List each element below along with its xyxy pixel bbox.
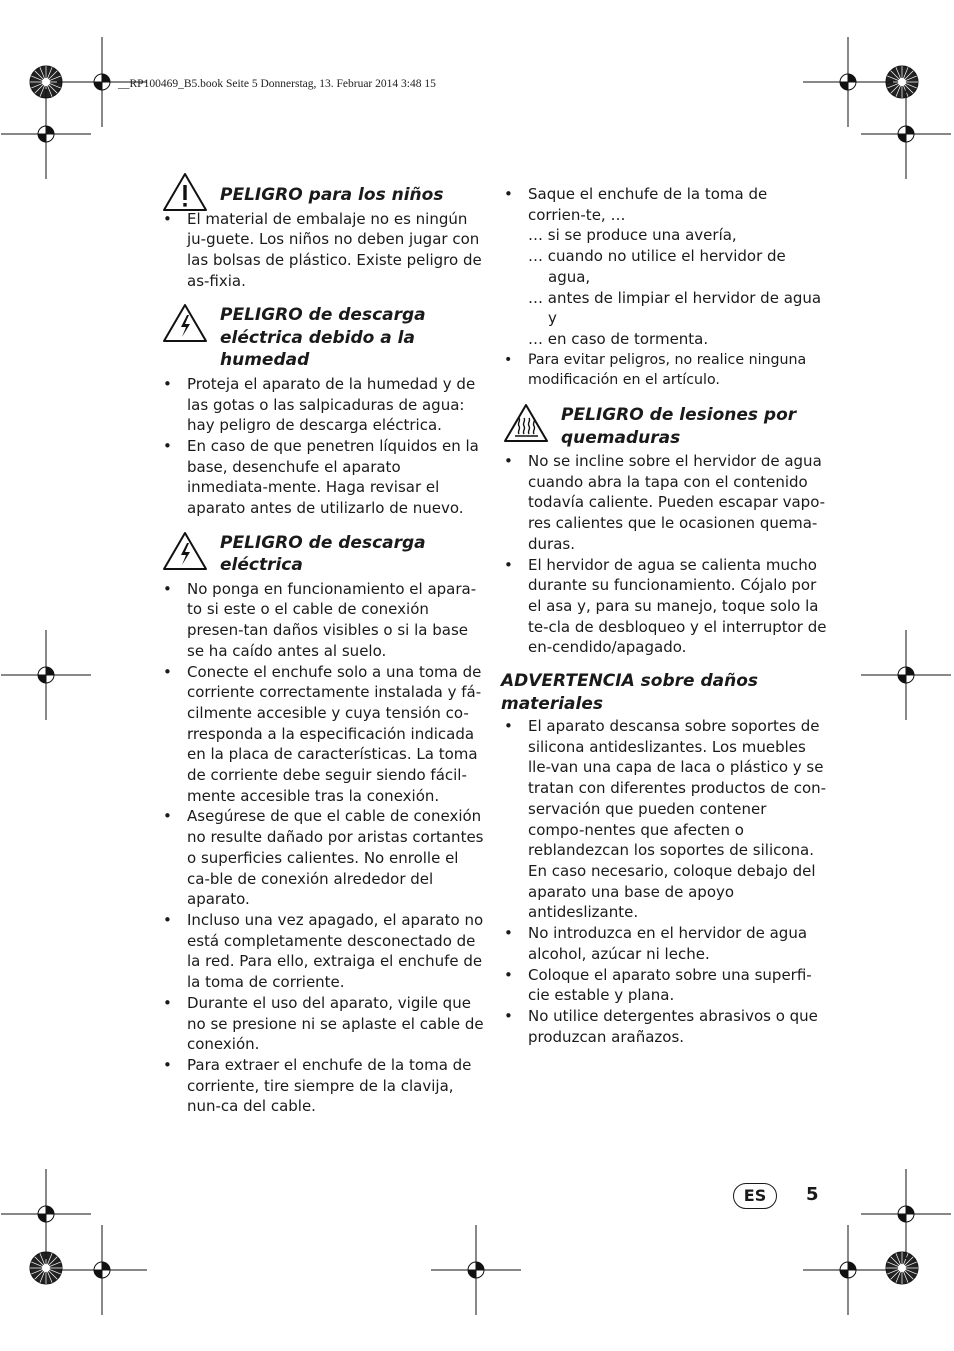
list-item: • El material de embalaje no es ningún ju-guete. Los niños no deben jugar con las bolsas de plástico. Existe peligro de as-fixia.	[160, 209, 485, 292]
section-humidity	[160, 304, 485, 372]
section-heading: PELIGRO para los niños	[220, 185, 444, 205]
registration-cross	[803, 37, 893, 127]
list-subitem: … cuando no utilice el hervidor de agua,	[528, 247, 786, 286]
list-item: • Para evitar peligros, no realice ninguna modificación en el artículo.	[501, 350, 827, 391]
section-heading: PELIGRO de descarga eléctrica debido a la humedad	[220, 305, 426, 371]
page-number: 5	[806, 1184, 819, 1205]
list-item: • Durante el uso del aparato, vigile que no se presione ni se aplaste el cable de conexión.	[160, 993, 485, 1055]
list-item: • Asegúrese de que el cable de conexión no resulte dañado por aristas cortantes o superficies calientes. No enrolle el ca-ble de conexión alrededor del aparato.	[160, 806, 485, 910]
section-burns	[501, 404, 827, 449]
section-heading: PELIGRO de lesiones por quemaduras	[561, 405, 797, 448]
bullet-list	[160, 579, 485, 1117]
warning-triangle-icon	[162, 171, 208, 213]
list-item: • Coloque el aparato sobre una superfi-cie estable y plana.	[501, 965, 827, 1006]
list-item: • Saque el enchufe de la toma de corrien-te, …	[501, 184, 827, 225]
list-subitem: … antes de limpiar el hervidor de agua y	[528, 288, 822, 328]
registration-cross	[431, 1225, 521, 1315]
language-badge: ES	[733, 1183, 777, 1209]
registration-cross	[1, 89, 91, 179]
list-item: • El hervidor de agua se calienta mucho durante su funcionamiento. Cójalo por el asa y, para su manejo, toque solo la te-cla de desbloqueo y el interruptor de en-cendido/apagado.	[501, 555, 827, 659]
bullet-list	[501, 184, 827, 391]
list-item: • No ponga en funcionamiento el apara-to si este o el cable de conexión presen-tan daños visibles o si la base se ha caído antes al suelo.	[160, 579, 485, 662]
registration-cross	[1, 630, 91, 720]
right-column	[501, 184, 827, 1047]
list-item: • No utilice detergentes abrasivos o que produzcan arañazos.	[501, 1006, 827, 1047]
list-item: • Para extraer el enchufe de la toma de corriente, tire siempre de la clavija, nun-ca del cable.	[160, 1055, 485, 1117]
section-heading: PELIGRO de descarga eléctrica	[220, 532, 426, 576]
registration-cross	[1, 1169, 91, 1259]
bullet-list	[501, 451, 827, 658]
section-children	[160, 184, 485, 207]
list-item: • Incluso una vez apagado, el aparato no está completamente desconectado de la red. Para ello, extraiga el enchufe de la toma de corriente.	[160, 910, 485, 993]
list-item: • El aparato descansa sobre soportes de silicona antideslizantes. Los muebles lle-van una capa de laca o plástico y se tratan con diferentes productos de con-servación que pueden contener compo-nentes que afecten o reblandezcan los soportes de silicona. En caso necesario, coloque debajo del aparato una base de apoyo antideslizante.	[501, 716, 827, 923]
registration-cross	[803, 1225, 893, 1315]
bullet-list	[160, 374, 485, 519]
section-heading: ADVERTENCIA sobre daños materiales	[501, 671, 759, 714]
electric-shock-warning-icon	[162, 530, 208, 572]
list-item: • No introduzca en el hervidor de agua alcohol, azúcar ni leche.	[501, 923, 827, 964]
registration-cross	[57, 1225, 147, 1315]
list-item: • En caso de que penetren líquidos en la base, desenchufe el aparato inmediata-mente. Haga revisar el aparato antes de utilizarlo de nuevo.	[160, 436, 485, 519]
registration-cross	[861, 89, 951, 179]
left-column	[160, 184, 485, 1117]
bullet-list	[160, 209, 485, 292]
hot-surface-warning-icon	[503, 402, 549, 444]
electric-shock-warning-icon	[162, 302, 208, 344]
list-item: • No se incline sobre el hervidor de agua cuando abra la tapa con el contenido todavía caliente. Pueden escapar vapo-res calientes que le ocasionen quema-duras.	[501, 451, 827, 555]
print-header: __RP100469_B5.book Seite 5 Donnerstag, 13. Februar 2014 3:48 15	[118, 78, 436, 90]
bullet-list	[501, 716, 827, 1047]
list-item: • Proteja el aparato de la humedad y de las gotas o las salpicaduras de agua: hay peligro de descarga eléctrica.	[160, 374, 485, 436]
section-electric-shock	[160, 532, 485, 577]
registration-cross	[861, 630, 951, 720]
registration-star-bottom-right	[886, 1252, 918, 1284]
registration-cross	[861, 1169, 951, 1259]
list-subitem: … en caso de tormenta.	[528, 329, 709, 348]
list-subitem: … si se produce una avería,	[528, 226, 737, 245]
list-item: • Conecte el enchufe solo a una toma de corriente correctamente instalada y fá-cilmente accesible y cuya tensión co-rresponda a la especificación indicada en la placa de características. La toma de corriente debe seguir siendo fácil-mente accesible tras la conexión.	[160, 662, 485, 807]
